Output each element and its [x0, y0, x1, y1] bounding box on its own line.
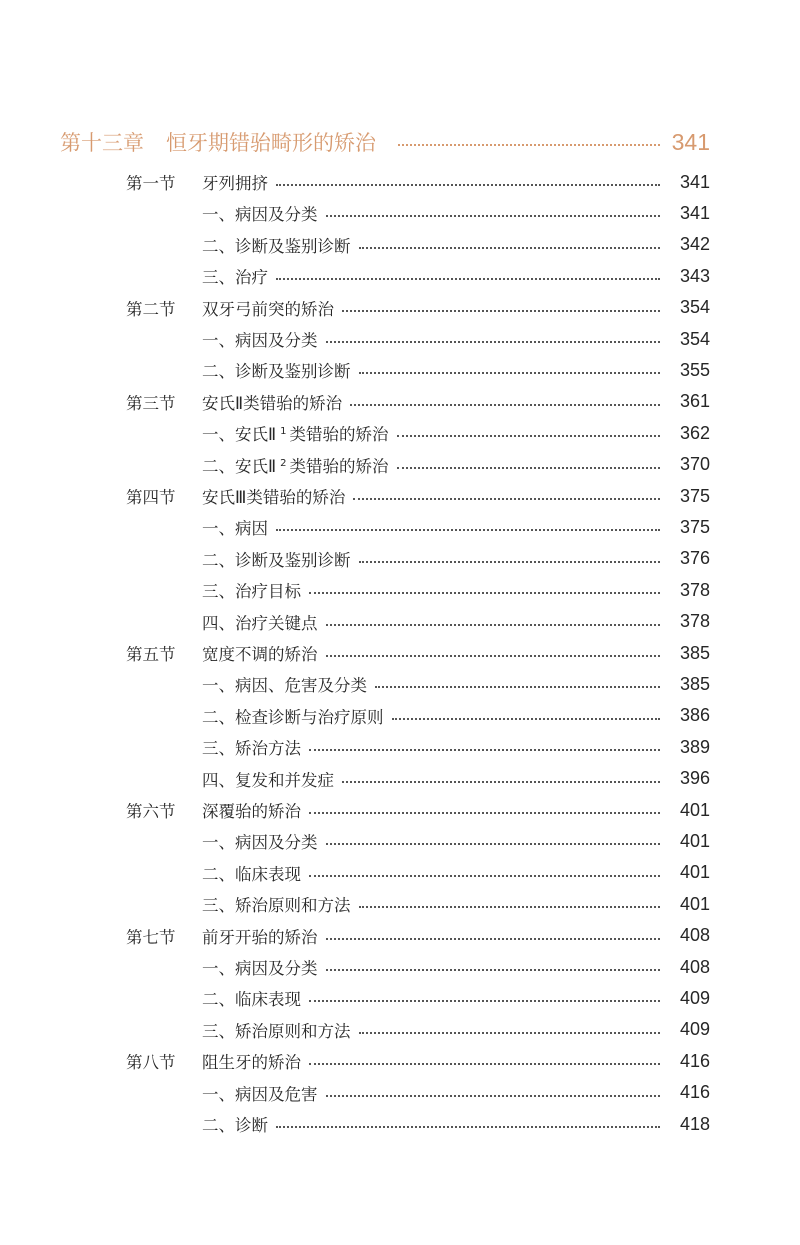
page-number: 375: [679, 485, 710, 506]
section-number: 第五节: [126, 645, 176, 664]
dot-leader: [359, 561, 661, 563]
entry-title: 一、病因及危害: [202, 1084, 318, 1104]
toc-subsection-entry[interactable]: [202, 545, 710, 573]
page-number: 401: [679, 830, 710, 851]
toc-subsection-entry[interactable]: [202, 451, 710, 479]
section-number: 第六节: [126, 802, 176, 821]
entry-title: 三、矫治原则和方法: [202, 896, 351, 916]
entry-title: 一、病因及分类: [202, 959, 318, 978]
toc-subsection-entry[interactable]: [202, 576, 710, 604]
page-number: 385: [679, 642, 710, 663]
section-number: 第八节: [126, 1053, 176, 1073]
toc-subsection-entry[interactable]: [202, 1016, 710, 1044]
section-number: 第七节: [126, 927, 176, 947]
entry-title-suffix: 类错骀的矫治: [289, 425, 389, 445]
toc-subsection-entry[interactable]: [202, 733, 710, 761]
entry-title-prefix: 二、安氏Ⅱ: [202, 456, 277, 476]
page-number: 378: [679, 579, 710, 600]
toc-subsection-entry[interactable]: [202, 1110, 710, 1138]
dot-leader: [398, 144, 660, 146]
entry-title: 安氏Ⅲ类错骀的矫治: [202, 488, 346, 507]
dot-leader: [309, 812, 660, 814]
entry-title: 宽度不调的矫治: [202, 645, 318, 664]
entry-title: 二、临床表现: [202, 864, 301, 884]
page-number: 362: [679, 422, 710, 443]
toc-section-entry[interactable]: [126, 1047, 710, 1075]
page-number: 375: [679, 516, 710, 537]
toc-subsection-entry[interactable]: [202, 262, 710, 290]
toc-subsection-entry[interactable]: [202, 702, 710, 730]
dot-leader: [326, 655, 661, 657]
page-number: 354: [679, 297, 710, 318]
entry-title: 阻生牙的矫治: [202, 1053, 301, 1073]
toc-subsection-entry[interactable]: [202, 231, 710, 259]
dot-leader: [326, 341, 661, 343]
page-number: 396: [679, 768, 710, 789]
dot-leader: [359, 1032, 661, 1034]
dot-leader: [276, 278, 660, 280]
dot-leader: [359, 906, 661, 908]
dot-leader: [326, 938, 661, 940]
entry-title: 一、病因及分类: [202, 331, 318, 350]
toc-subsection-entry[interactable]: [202, 765, 710, 793]
dot-leader: [309, 749, 660, 751]
entry-title: 一、病因、危害及分类: [202, 676, 367, 696]
dot-leader: [309, 592, 660, 594]
dot-leader: [309, 1063, 660, 1065]
toc-section-entry[interactable]: [126, 639, 710, 667]
dot-leader: [375, 686, 660, 688]
page-number: 370: [679, 454, 710, 475]
dot-leader: [397, 435, 661, 437]
entry-title: 二、诊断及鉴别诊断: [202, 236, 351, 256]
toc-subsection-entry[interactable]: [202, 608, 710, 636]
toc-subsection-entry[interactable]: [202, 199, 710, 227]
page-number: 409: [679, 1019, 710, 1040]
dot-leader: [276, 529, 660, 531]
dot-leader: [309, 1000, 660, 1002]
entry-title: 四、治疗关键点: [202, 613, 318, 633]
dot-leader: [342, 781, 660, 783]
dot-leader: [326, 1095, 661, 1097]
page-number: 355: [679, 359, 710, 380]
toc-subsection-entry[interactable]: [202, 953, 710, 981]
entry-title: 深覆骀的矫治: [202, 802, 301, 821]
dot-leader: [326, 215, 661, 217]
entry-title: 三、矫治原则和方法: [202, 1021, 351, 1041]
chapter-page-number: 341: [671, 128, 710, 155]
page-number: 385: [679, 673, 710, 694]
page-number: 341: [679, 202, 710, 223]
dot-leader: [326, 624, 661, 626]
page-number: 408: [679, 956, 710, 977]
chapter-heading[interactable]: [60, 124, 710, 160]
chapter-title: 恒牙期错骀畸形的矫治: [166, 131, 376, 155]
dot-leader: [350, 404, 660, 406]
toc-subsection-entry[interactable]: [202, 419, 710, 447]
page-number: 378: [679, 611, 710, 632]
page-number: 386: [679, 705, 710, 726]
toc-subsection-entry[interactable]: [202, 670, 710, 698]
entry-title-suffix: 类错骀的矫治: [289, 456, 389, 476]
page-number: 416: [679, 1082, 710, 1103]
dot-leader: [353, 498, 660, 500]
page-number: 401: [679, 862, 710, 883]
page-number: 354: [679, 328, 710, 349]
dot-leader: [276, 1126, 660, 1128]
toc-section-entry[interactable]: [126, 922, 710, 950]
entry-title: 一、病因: [202, 519, 268, 539]
entry-title: 三、治疗目标: [202, 582, 301, 602]
dot-leader: [359, 372, 661, 374]
toc-subsection-entry[interactable]: [202, 984, 710, 1012]
page-number: 409: [679, 987, 710, 1008]
toc-subsection-entry[interactable]: [202, 356, 710, 384]
dot-leader: [359, 247, 661, 249]
entry-title: 二、诊断及鉴别诊断: [202, 362, 351, 382]
toc-section-entry[interactable]: [126, 796, 710, 824]
page-number: 389: [679, 736, 710, 757]
dot-leader: [392, 718, 661, 720]
page-number: 376: [679, 548, 710, 569]
page-number: 418: [679, 1113, 710, 1134]
entry-title-prefix: 一、安氏Ⅱ: [202, 425, 277, 445]
toc-subsection-entry[interactable]: [202, 890, 710, 918]
toc-section-entry[interactable]: [126, 168, 710, 196]
dot-leader: [326, 843, 661, 845]
entry-title: 二、诊断及鉴别诊断: [202, 550, 351, 570]
page-number: 343: [679, 265, 710, 286]
entry-title: 双牙弓前突的矫治: [202, 299, 334, 319]
entry-title: 牙列拥挤: [202, 174, 268, 193]
entry-title: 一、病因及分类: [202, 205, 318, 225]
page-number: 416: [679, 1050, 710, 1071]
toc-section-entry[interactable]: [126, 482, 710, 510]
entry-title-superscript: 2: [280, 457, 287, 469]
entry-title: 一、病因及分类: [202, 833, 318, 853]
entry-title: 二、检查诊断与治疗原则: [202, 707, 384, 727]
entry-title: 三、矫治方法: [202, 739, 301, 759]
toc-subsection-entry[interactable]: [202, 827, 710, 855]
section-number: 第三节: [126, 393, 176, 413]
section-number: 第一节: [126, 174, 176, 193]
page-number: 401: [679, 893, 710, 914]
toc-subsection-entry[interactable]: [202, 513, 710, 541]
page-number: 341: [679, 171, 710, 192]
dot-leader: [309, 875, 660, 877]
entry-title: 三、治疗: [202, 268, 268, 288]
dot-leader: [342, 310, 660, 312]
entry-title: 四、复发和并发症: [202, 770, 334, 790]
dot-leader: [326, 969, 661, 971]
section-number: 第二节: [126, 299, 176, 319]
chapter-number: 第十三章: [60, 131, 144, 155]
dot-leader: [397, 467, 661, 469]
page-number: 342: [679, 234, 710, 255]
page-number: 361: [679, 391, 710, 412]
toc-section-entry[interactable]: [126, 294, 710, 322]
page-number: 408: [679, 925, 710, 946]
entry-title: [202, 453, 389, 477]
entry-title: 前牙开骀的矫治: [202, 927, 318, 947]
toc-section-entry[interactable]: [126, 388, 710, 416]
dot-leader: [276, 184, 660, 186]
page-number: 401: [679, 799, 710, 820]
toc-subsection-entry[interactable]: [202, 859, 710, 887]
entry-title-superscript: 1: [280, 426, 287, 438]
entry-title: 二、诊断: [202, 1116, 268, 1135]
toc-subsection-entry[interactable]: [202, 1079, 710, 1107]
toc-subsection-entry[interactable]: [202, 325, 710, 353]
entry-title: 二、临床表现: [202, 990, 301, 1010]
entry-title: [202, 421, 389, 445]
entry-title: 安氏Ⅱ类错骀的矫治: [202, 393, 343, 413]
section-number: 第四节: [126, 488, 176, 507]
